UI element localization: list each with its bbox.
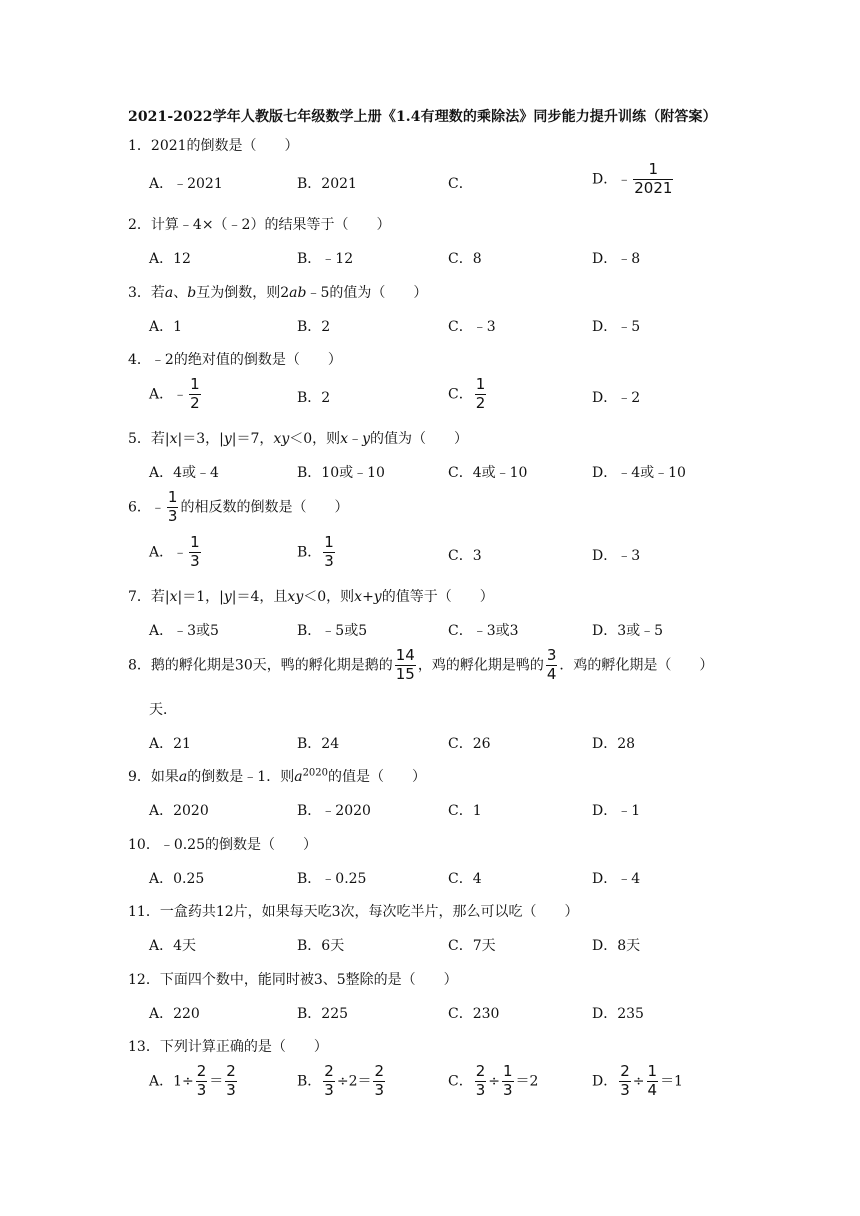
q7-var: xy <box>287 589 304 605</box>
q1-d-fraction <box>633 162 673 197</box>
q6-option-a <box>149 535 203 570</box>
q1-option-c: C． <box>448 176 473 192</box>
numerator: 1 <box>647 1062 658 1080</box>
q7-text: 7．若| <box>128 589 170 605</box>
q9-text: 9．如果 <box>128 769 179 785</box>
q5-option-b: B．10或﹣10 <box>297 465 385 481</box>
q1-d-label: D．﹣ <box>592 171 632 188</box>
q8-option-c: C．26 <box>448 736 491 752</box>
q13-b-mid: ÷2＝ <box>336 1073 372 1090</box>
denominator: 15 <box>395 664 415 683</box>
q12-option-a: A．220 <box>149 1006 200 1022</box>
q7-text: |＝4，且 <box>231 589 288 605</box>
fraction <box>619 1064 631 1099</box>
numerator: 2 <box>196 1062 207 1080</box>
q1-option-b: B．2021 <box>297 176 357 192</box>
denominator: 2 <box>190 393 200 412</box>
q11-option-a: A．4天 <box>149 938 197 954</box>
q2-option-d: D．﹣8 <box>592 251 641 267</box>
numerator: 1 <box>503 1062 513 1080</box>
question-3-stem <box>128 282 427 302</box>
q5-text: ＜0，则 <box>289 431 341 447</box>
denominator: 3 <box>190 551 200 570</box>
question-5-stem <box>128 428 468 448</box>
numerator: 1 <box>167 488 178 506</box>
q4-option-d: D．﹣2 <box>592 390 641 406</box>
q9-option-b: B．﹣2020 <box>297 803 371 819</box>
q1-option-d <box>592 162 675 197</box>
question-13-stem: 13．下列计算正确的是（ ） <box>128 1039 328 1055</box>
q7-var: x <box>354 589 363 605</box>
q5-var: x <box>340 431 349 447</box>
q3-text: 互为倒数，则2 <box>196 285 290 301</box>
numerator: 1 <box>475 375 486 393</box>
denominator: 3 <box>620 1080 630 1099</box>
q10-option-a: A．0.25 <box>149 871 205 887</box>
denominator: 4 <box>546 664 557 683</box>
q12-option-c: C．230 <box>448 1006 500 1022</box>
question-11-stem: 11．一盒药共12片，如果每天吃3次，每次吃半片，那么可以吃（ ） <box>128 904 579 920</box>
denominator: 3 <box>167 506 178 525</box>
question-2-stem: 2．计算﹣4×（﹣2）的结果等于（ ） <box>128 217 391 233</box>
fraction <box>323 1064 335 1099</box>
q6-text: 的相反数的倒数是（ ） <box>180 499 349 516</box>
q4-option-b: B．2 <box>297 390 331 406</box>
q13-option-a <box>149 1064 239 1099</box>
q3-text: 3．若 <box>128 285 165 301</box>
q4-option-c <box>448 377 488 412</box>
question-7-stem <box>128 586 494 606</box>
q9-var: a <box>178 769 188 785</box>
q3-text: 、 <box>173 285 188 301</box>
q5-option-d: D．﹣4或﹣10 <box>592 465 686 481</box>
denominator: 3 <box>196 1080 207 1099</box>
q2-option-a: A．12 <box>149 251 191 267</box>
q13-option-b <box>297 1064 387 1099</box>
denominator: 2 <box>475 393 486 412</box>
q7-var: y <box>373 589 382 605</box>
q1-d-denominator: 2021 <box>634 178 673 197</box>
fraction <box>475 1064 487 1099</box>
q13-d-label: D． <box>592 1073 618 1090</box>
q7-var: y <box>223 589 232 605</box>
q13-a-eq: ＝ <box>209 1073 224 1090</box>
q4-a-label: A．﹣ <box>149 386 188 403</box>
fraction <box>647 1064 659 1099</box>
numerator: 2 <box>374 1062 385 1080</box>
q5-var: x <box>169 431 178 447</box>
q6-label: 6．﹣ <box>128 499 165 516</box>
q9-option-d: D．﹣1 <box>592 803 641 819</box>
denominator: 3 <box>374 1080 385 1099</box>
numerator: 1 <box>324 533 334 551</box>
q6-a-fraction <box>189 535 201 570</box>
numerator: 2 <box>475 1062 486 1080</box>
q6-a-label: A．﹣ <box>149 544 188 561</box>
q12-option-b: B．225 <box>297 1006 349 1022</box>
numerator: 14 <box>395 646 415 664</box>
q10-option-d: D．﹣4 <box>592 871 641 887</box>
q13-c-mid: ÷ <box>488 1073 500 1090</box>
numerator: 2 <box>324 1062 334 1080</box>
q10-option-c: C．4 <box>448 871 482 887</box>
q6-option-c: C．3 <box>448 548 482 564</box>
q13-option-c <box>448 1064 538 1099</box>
q3-option-d: D．﹣5 <box>592 319 641 335</box>
q13-d-mid: ÷ <box>632 1073 645 1090</box>
q13-a-label: A．1÷ <box>149 1073 194 1090</box>
q8-fraction-2 <box>546 648 558 683</box>
denominator: 3 <box>324 1080 334 1099</box>
q3-var-ab: ab <box>289 285 307 301</box>
denominator: 4 <box>647 1080 658 1099</box>
fraction <box>502 1064 514 1099</box>
q8-text: ，鸡的孵化期是鸭的 <box>417 657 544 674</box>
numerator: 3 <box>546 646 557 664</box>
question-1-stem: 1．2021的倒数是（ ） <box>128 138 299 154</box>
q5-option-a: A．4或﹣4 <box>149 465 219 481</box>
q3-option-a: A．1 <box>149 319 183 335</box>
q2-option-c: C．8 <box>448 251 482 267</box>
q5-var: y <box>362 431 370 447</box>
q7-option-d: D．3或﹣5 <box>592 623 664 639</box>
q5-text: 5．若| <box>128 431 170 447</box>
q13-b-label: B． <box>297 1073 322 1090</box>
q1-option-a: A．﹣2021 <box>149 176 223 192</box>
q3-option-c: C．﹣3 <box>448 319 496 335</box>
q2-option-b: B．﹣12 <box>297 251 354 267</box>
question-12-stem: 12．下面四个数中，能同时被3、5整除的是（ ） <box>128 972 458 988</box>
q3-var-b: b <box>187 285 197 301</box>
q6-option-b <box>297 535 337 570</box>
numerator: 1 <box>190 375 200 393</box>
q5-var: y <box>223 431 232 447</box>
fraction <box>373 1064 385 1099</box>
q8-option-a: A．21 <box>149 736 191 752</box>
q9-option-c: C．1 <box>448 803 482 819</box>
numerator: 1 <box>190 533 200 551</box>
q13-option-d <box>592 1064 683 1099</box>
q7-text: ＜0，则 <box>303 589 355 605</box>
q9-text: 的值是（ ） <box>328 769 427 785</box>
question-10-stem: 10．﹣0.25的倒数是（ ） <box>128 837 317 853</box>
q4-c-fraction <box>475 377 487 412</box>
q7-text: 的值等于（ ） <box>381 589 494 605</box>
q3-text: ﹣5的值为（ ） <box>306 285 428 301</box>
q3-option-b: B．2 <box>297 319 331 335</box>
question-8-stem <box>128 648 713 683</box>
fraction <box>225 1064 237 1099</box>
q5-option-c: C．4或﹣10 <box>448 465 528 481</box>
question-6-stem <box>128 490 348 525</box>
q6-stem-fraction <box>167 490 179 525</box>
q11-option-d: D．8天 <box>592 938 641 954</box>
q9-option-a: A．2020 <box>149 803 209 819</box>
q8-fraction-1 <box>395 648 416 683</box>
q11-option-b: B．6天 <box>297 938 345 954</box>
numerator: 2 <box>620 1062 630 1080</box>
question-4-stem: 4．﹣2的绝对值的倒数是（ ） <box>128 352 342 368</box>
denominator: 3 <box>475 1080 486 1099</box>
q7-option-b: B．﹣5或5 <box>297 623 368 639</box>
q4-option-a <box>149 377 203 412</box>
q5-var: xy <box>273 431 290 447</box>
q7-text: |＝1，| <box>177 589 224 605</box>
q5-text: 的值为（ ） <box>369 431 468 447</box>
q1-d-numerator: 1 <box>648 160 659 178</box>
document-title: 2021-2022学年人教版七年级数学上册《1.4有理数的乘除法》同步能力提升训练（附答案） <box>128 109 717 125</box>
q3-var-a: a <box>164 285 174 301</box>
q7-option-a: A．﹣3或5 <box>149 623 219 639</box>
q13-c-tail: ＝2 <box>515 1073 539 1090</box>
q8-text: 8．鹅的孵化期是30天，鸭的孵化期是鹅的 <box>128 657 393 674</box>
q13-d-tail: ＝1 <box>660 1073 683 1090</box>
q7-var: x <box>169 589 178 605</box>
denominator: 3 <box>226 1080 236 1099</box>
q9-var: a <box>294 769 303 785</box>
q4-a-fraction <box>189 377 201 412</box>
q7-option-c: C．﹣3或3 <box>448 623 519 639</box>
q5-text: |＝7， <box>231 431 274 447</box>
q9-text: 的倒数是﹣1．则 <box>187 769 295 785</box>
numerator: 2 <box>226 1062 236 1080</box>
q8-stem-continued: 天． <box>149 702 177 718</box>
q5-text: ﹣ <box>348 431 363 447</box>
q4-c-label: C． <box>448 386 473 403</box>
denominator: 3 <box>503 1080 513 1099</box>
q7-text: + <box>362 589 374 605</box>
q5-text: |＝3，| <box>177 431 224 447</box>
q9-exponent: 2020 <box>302 767 329 779</box>
question-9-stem <box>128 766 426 786</box>
q6-b-fraction <box>323 535 335 570</box>
q11-option-c: C．7天 <box>448 938 496 954</box>
q8-text: ．鸡的孵化期是（ ） <box>559 657 714 674</box>
denominator: 3 <box>324 551 334 570</box>
q8-option-b: B．24 <box>297 736 340 752</box>
q8-option-d: D．28 <box>592 736 636 752</box>
q6-b-label: B． <box>297 544 322 561</box>
q13-c-label: C． <box>448 1073 473 1090</box>
q12-option-d: D．235 <box>592 1006 644 1022</box>
q6-option-d: D．﹣3 <box>592 548 641 564</box>
fraction <box>196 1064 208 1099</box>
q10-option-b: B．﹣0.25 <box>297 871 367 887</box>
